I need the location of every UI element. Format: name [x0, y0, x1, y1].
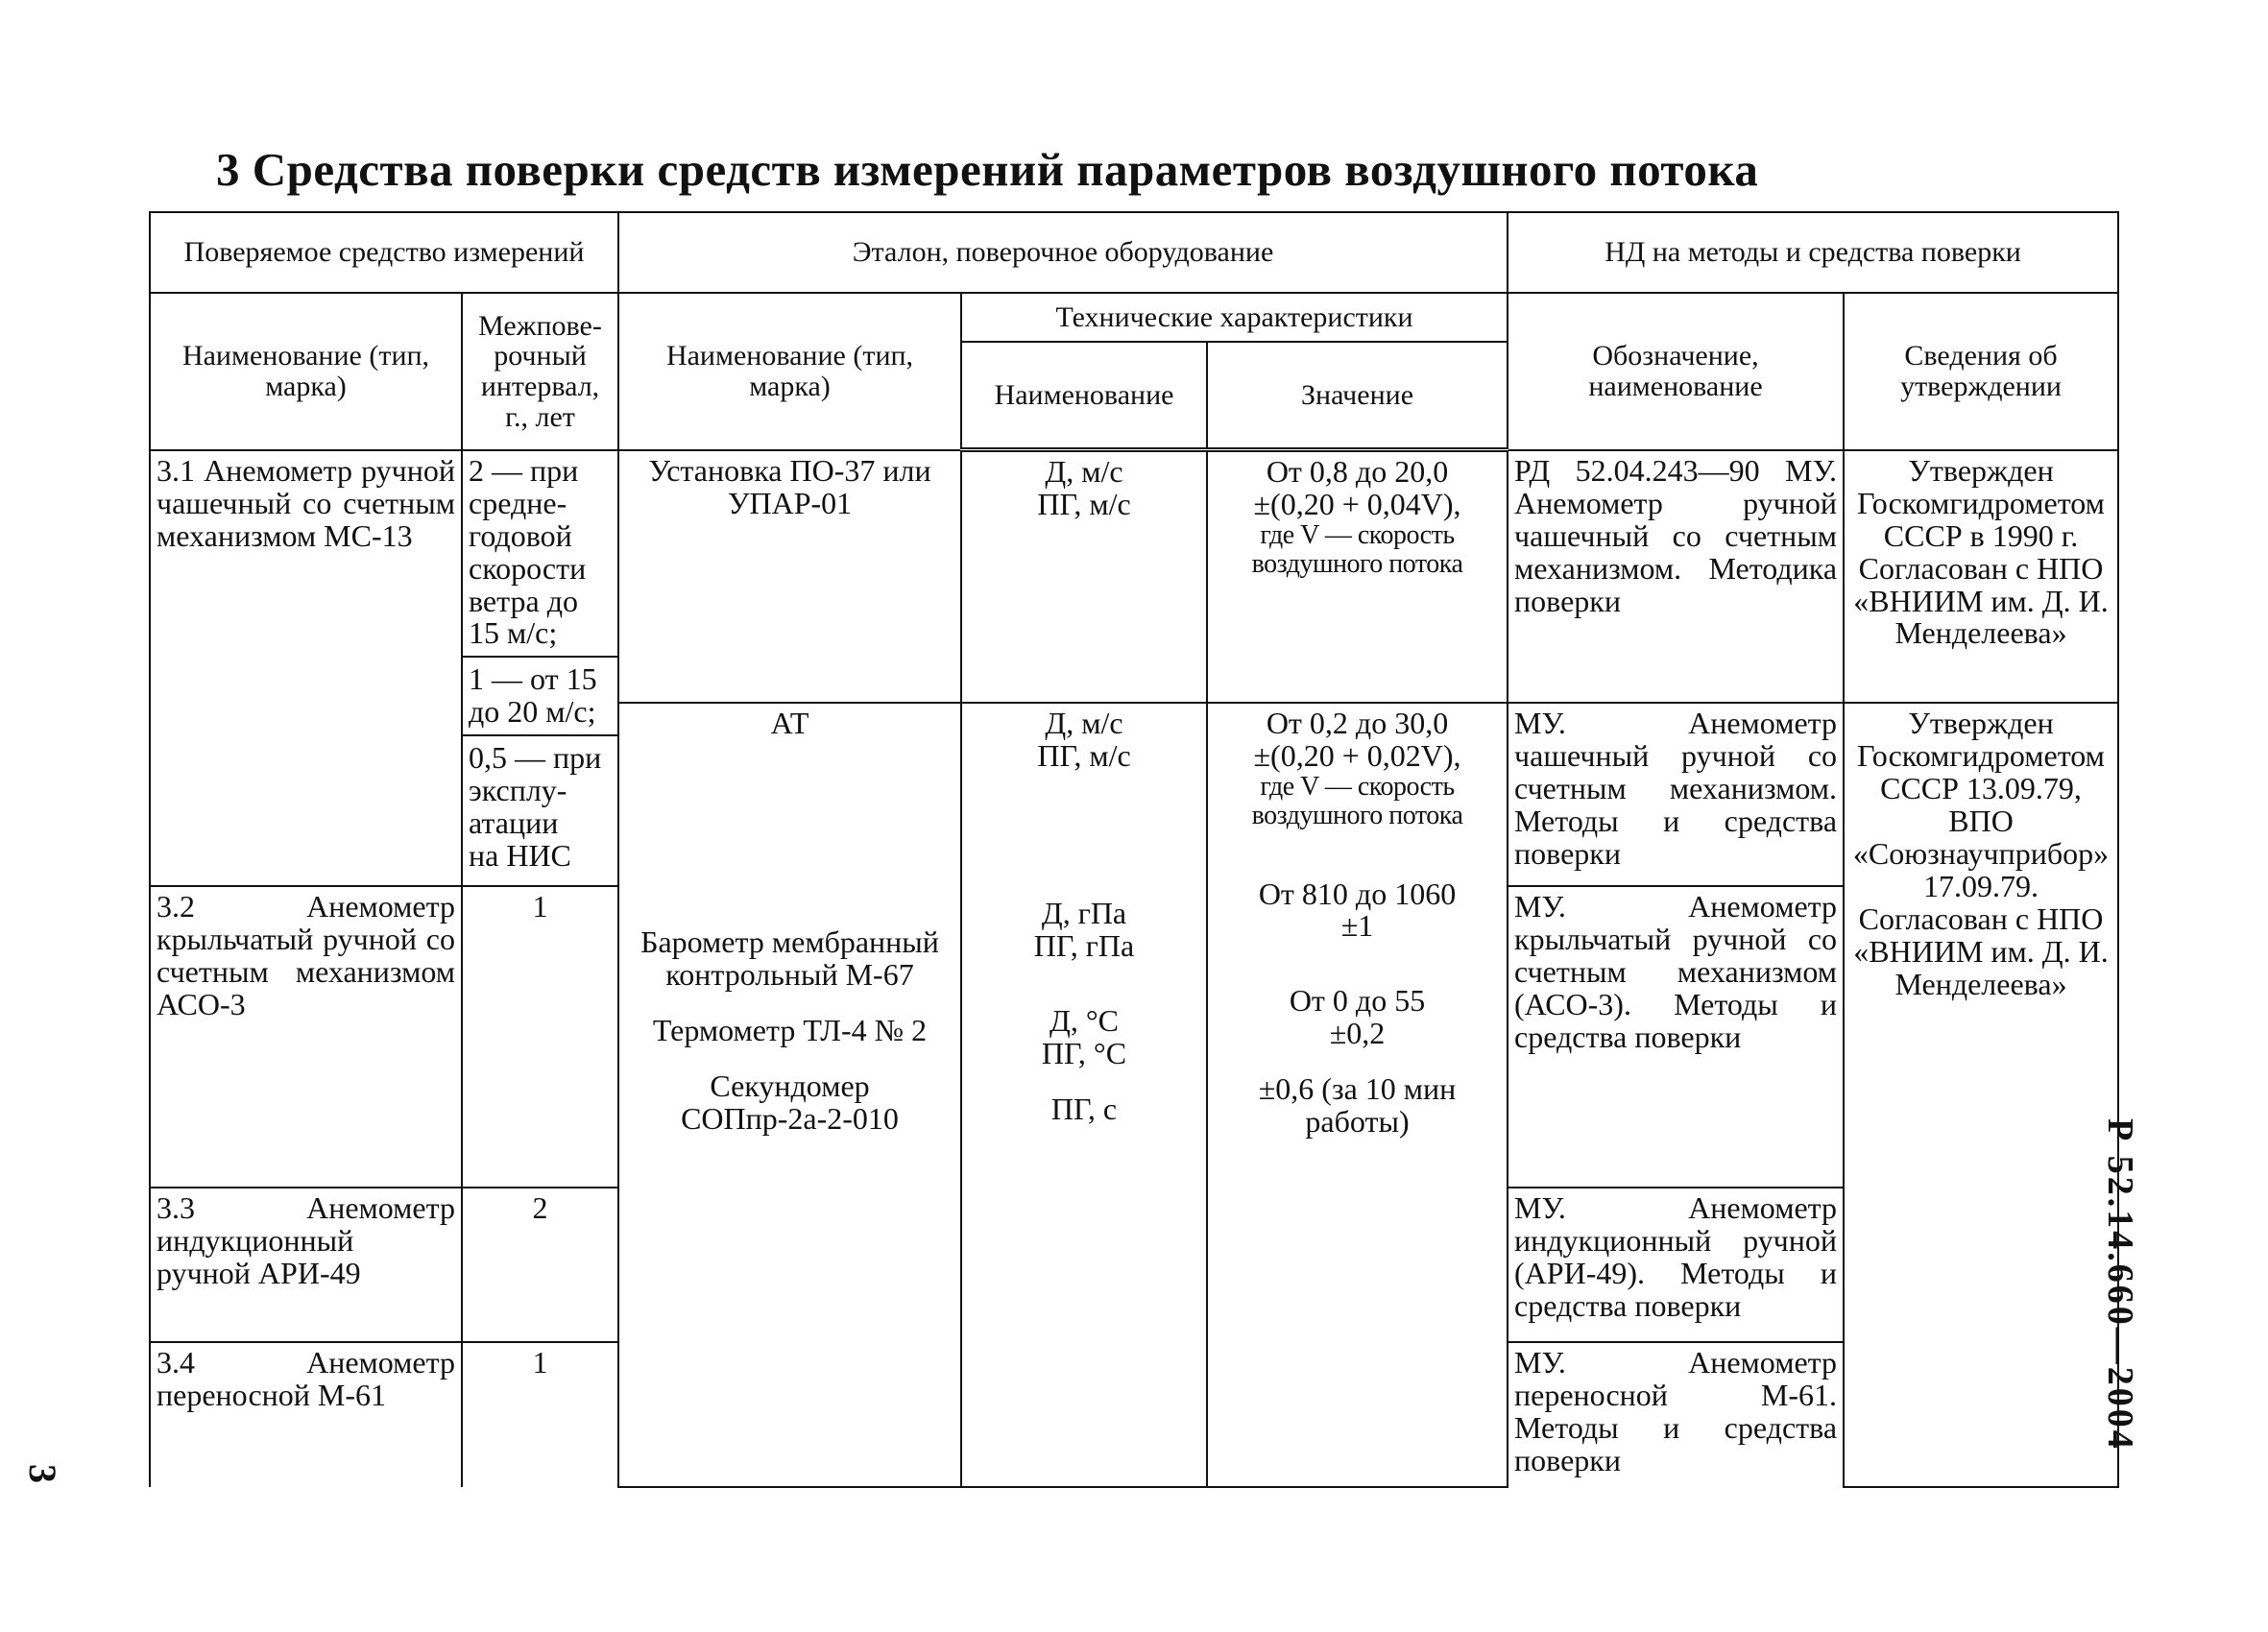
- designation-cell: МУ. Анемометр индукционный ручной (АРИ-49). Методы и средства поверки: [1508, 1188, 1844, 1342]
- interval-line: до 20 м/с;: [469, 694, 596, 730]
- header-tech-name: Наименование: [961, 342, 1207, 450]
- tech-value-line: От 0 до 55: [1289, 983, 1426, 1019]
- standard-name-barometer: Барометр мембранный контрольный М-67: [640, 924, 939, 993]
- tech-name-line: Д, м/с: [1045, 706, 1123, 741]
- standard-name-at: АТ: [770, 706, 809, 741]
- header-standard-equipment: Эталон, поверочное оборудование: [618, 212, 1508, 293]
- interval-cell: [462, 450, 618, 887]
- tech-value-line: где V — скорость: [1260, 772, 1455, 803]
- tech-value-line: где V — скорость: [1260, 520, 1455, 551]
- header-tech-value: Значение: [1207, 342, 1508, 450]
- tech-value-line: ±(0,20 + 0,02V),: [1253, 738, 1461, 774]
- tech-name-line: ПГ, м/с: [1037, 738, 1131, 774]
- interval-line: 2 — при: [469, 452, 579, 488]
- interval-line: годовой: [469, 517, 572, 553]
- tech-value-line: воздушного потока: [1251, 800, 1463, 830]
- tech-value-line: работы): [1305, 1104, 1410, 1140]
- interval-divider: [463, 734, 617, 736]
- header-designation: Обозначение, наименование: [1508, 293, 1844, 449]
- header-row-groups: [150, 212, 2118, 293]
- instrument-name-cell: 3.1 Анемометр ручной чашечный со счетным механизмом МС-13: [150, 450, 462, 887]
- tech-name-line: ПГ, гПа: [1033, 928, 1135, 964]
- interval-line: 15 м/с;: [469, 615, 558, 651]
- header-row-columns: [150, 293, 2118, 341]
- standard-name-thermometer: Термометр ТЛ-4 № 2: [652, 1013, 928, 1048]
- instrument-name-cell: 3.3 Анемометр индукционный ручной АРИ-49: [150, 1188, 462, 1342]
- header-tech-characteristics: Технические характеристики: [961, 293, 1508, 341]
- document-code: Р 52.14.660—2004: [2100, 1118, 2140, 1452]
- tech-value-line: От 0,2 до 30,0: [1266, 706, 1449, 741]
- header-standard-name: Наименование (тип, марка): [618, 293, 961, 449]
- standard-name-cell: Установка ПО-37 или УПАР-01: [618, 450, 961, 703]
- interval-cell: 1: [462, 1342, 618, 1487]
- header-interval: Межпове-рочный интервал, г., лет: [462, 293, 618, 449]
- designation-cell: РД 52.04.243—90 МУ. Анемометр ручной чашечный со счетным механизмом. Методика поверки: [1508, 450, 1844, 703]
- interval-line: ветра до: [469, 583, 578, 618]
- approval-cell: Утвержден Госкомгидрометом СССР 13.09.79, ВПО «Союзнаучприбор» 17.09.79. Согласован с НПО «ВНИИМ им. Д. И. Менделеева»: [1844, 703, 2118, 1487]
- standard-name-stopwatch: Секундомер СОПпр-2а-2-010: [681, 1068, 899, 1136]
- instrument-name-cell: 3.4 Анемометр переносной М-61: [150, 1342, 462, 1487]
- header-verified-instrument: Поверяемое средство измерений: [150, 212, 618, 293]
- tech-name-line: ПГ, с: [1050, 1091, 1118, 1126]
- designation-cell: МУ. Анемометр крыльчатый ручной со счетным механизмом (АСО-3). Методы и средства поверки: [1508, 886, 1844, 1188]
- page-number: 3: [21, 1464, 64, 1483]
- interval-cell: 2: [462, 1188, 618, 1342]
- interval-line: средне-: [469, 485, 567, 520]
- interval-line: 1 — от 15: [469, 661, 597, 697]
- tech-name-line: Д, м/с: [1045, 454, 1123, 490]
- interval-line: атации: [469, 804, 559, 840]
- approval-cell: Утвержден Госкомгидрометом СССР в 1990 г. Согласован с НПО «ВНИИМ им. Д. И. Менделеева»: [1844, 450, 2118, 703]
- interval-line: на НИС: [469, 837, 571, 873]
- tech-value-line: ±0,6 (за 10 мин: [1258, 1071, 1457, 1107]
- tech-value-line: От 810 до 1060: [1258, 876, 1457, 911]
- tech-name-cell: [961, 450, 1207, 703]
- verification-table: [149, 211, 2119, 1488]
- interval-divider: [463, 656, 617, 658]
- tech-name-line: ПГ, °С: [1041, 1035, 1127, 1070]
- tech-name-line: Д, °С: [1050, 1002, 1119, 1038]
- standard-name-cell: [618, 703, 961, 1487]
- table-row: [150, 450, 2118, 703]
- tech-name-cell: [961, 703, 1207, 1487]
- tech-value-line: От 0,8 до 20,0: [1266, 454, 1449, 490]
- tech-value-line: ±1: [1340, 908, 1374, 944]
- interval-cell: 1: [462, 886, 618, 1188]
- header-instrument-name: Наименование (тип, марка): [150, 293, 462, 449]
- tech-value-cell: [1207, 450, 1508, 703]
- tech-value-line: воздушного потока: [1251, 548, 1463, 579]
- interval-line: эксплу-: [469, 773, 567, 808]
- designation-cell: МУ. Анемометр чашечный ручной со счетным механизмом. Методы и средства поверки: [1508, 703, 1844, 886]
- tech-name-line: ПГ, м/с: [1037, 487, 1131, 522]
- instrument-name-cell: 3.2 Анемометр крыльчатый ручной со счетным механизмом АСО-3: [150, 886, 462, 1188]
- header-normative-docs: НД на методы и средства поверки: [1508, 212, 2118, 293]
- interval-line: 0,5 — при: [469, 740, 602, 776]
- tech-value-line: ±0,2: [1329, 1016, 1386, 1051]
- designation-cell: МУ. Анемометр переносной М-61. Методы и средства поверки: [1508, 1342, 1844, 1487]
- page-title: 3 Средства поверки средств измерений параметров воздушного потока: [216, 143, 1759, 196]
- tech-value-cell: [1207, 703, 1508, 1487]
- header-approval: Сведения об утверждении: [1844, 293, 2118, 449]
- interval-line: скорости: [469, 550, 587, 586]
- tech-name-line: Д, гПа: [1041, 896, 1127, 931]
- tech-value-line: ±(0,20 + 0,04V),: [1253, 487, 1461, 522]
